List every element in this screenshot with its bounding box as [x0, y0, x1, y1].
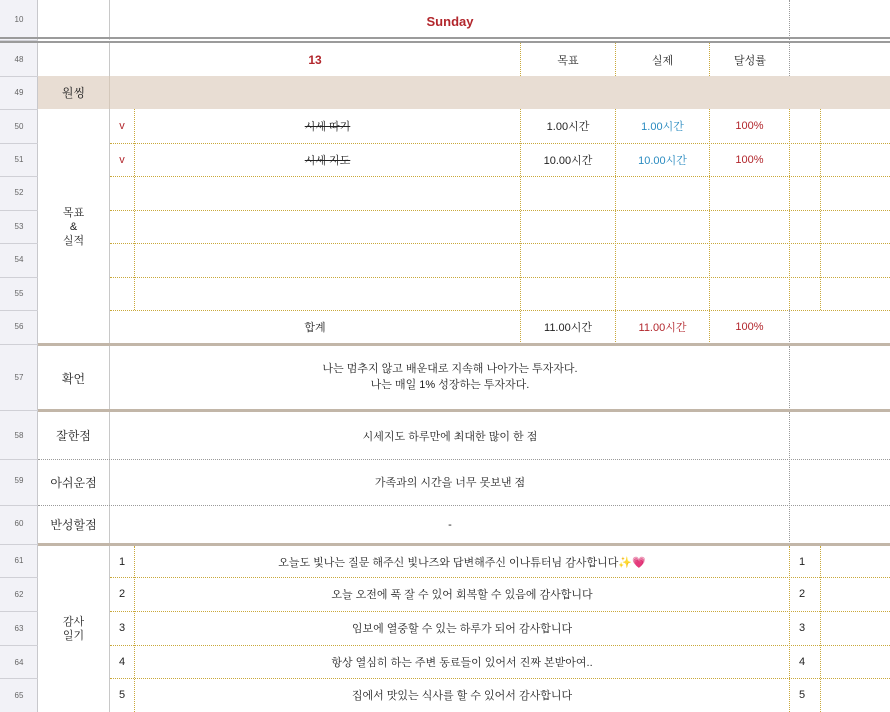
row-number[interactable]: 59	[14, 476, 24, 485]
row-number[interactable]: 58	[14, 431, 24, 440]
gratitude-number[interactable]: 1	[119, 555, 126, 568]
total-rate[interactable]: 100%	[735, 321, 764, 333]
row-number[interactable]: 64	[14, 658, 24, 667]
row-number[interactable]: 48	[14, 55, 24, 64]
row-divider	[0, 277, 38, 278]
row-number[interactable]: 63	[14, 624, 24, 633]
total-goal[interactable]: 11.00시간	[544, 322, 592, 334]
goals-section-label[interactable]: 목표 & 실적	[62, 206, 85, 247]
section-divider	[38, 343, 890, 346]
column-divider	[789, 346, 790, 410]
rate-header[interactable]: 달성률	[734, 54, 766, 67]
actual-hours[interactable]: 10.00시간	[638, 154, 687, 167]
gratitude-number-right[interactable]: 5	[799, 689, 806, 701]
check-mark[interactable]: v	[119, 120, 125, 132]
row-number[interactable]: 55	[14, 289, 24, 298]
gratitude-number-right[interactable]: 3	[799, 622, 806, 634]
gratitude-number[interactable]: 4	[119, 655, 126, 668]
row-number[interactable]: 53	[14, 222, 24, 231]
column-divider	[789, 310, 790, 344]
row-divider	[0, 310, 38, 311]
goal-task[interactable]: 시세 지도	[304, 154, 351, 167]
total-label[interactable]: 합계	[304, 322, 326, 334]
date-header[interactable]: 13	[308, 52, 322, 67]
gratitude-entry[interactable]: 항상 열심히 하는 주변 동료들이 있어서 진짜 본받아여..	[331, 656, 593, 669]
row-divider	[0, 459, 38, 460]
gratitude-number[interactable]: 5	[119, 689, 126, 701]
row-divider	[110, 176, 890, 177]
row-number[interactable]: 65	[14, 691, 24, 700]
row-number[interactable]: 62	[14, 590, 24, 599]
wonsing-band	[38, 76, 890, 109]
affirmation-line-2[interactable]: 나는 매일 1% 성장하는 투자자다.	[370, 379, 530, 391]
row-divider	[110, 277, 890, 278]
row-divider	[0, 143, 38, 144]
row-divider	[0, 176, 38, 177]
row-number[interactable]: 51	[14, 155, 24, 164]
row-divider	[0, 344, 38, 345]
row-divider	[0, 544, 38, 545]
row-divider	[0, 577, 38, 578]
gratitude-number-right[interactable]: 4	[799, 655, 806, 668]
actual-hours[interactable]: 1.00시간	[641, 121, 684, 133]
gratitude-label[interactable]: 감사 일기	[62, 616, 85, 642]
gratitude-number-right[interactable]: 1	[799, 555, 806, 568]
gratitude-number[interactable]: 3	[119, 622, 126, 634]
row-number[interactable]: 52	[14, 188, 24, 197]
gratitude-entry[interactable]: 오늘도 빛나는 질문 해주신 빛나즈와 답변해주신 이나튜터님 감사합니다✨💗	[278, 556, 646, 569]
row-number[interactable]: 60	[14, 519, 24, 528]
header-divider	[0, 37, 890, 39]
column-divider	[109, 0, 110, 40]
row-divider	[0, 645, 38, 646]
row-number[interactable]: 57	[14, 373, 24, 382]
column-divider	[820, 546, 821, 712]
row-divider	[110, 210, 890, 211]
good-point-label[interactable]: 잘한점	[56, 429, 91, 443]
gratitude-number-right[interactable]: 2	[799, 588, 806, 600]
row-number[interactable]: 56	[14, 322, 24, 331]
affirmation-label[interactable]: 확언	[61, 371, 86, 386]
row-divider	[110, 243, 890, 244]
row-divider	[0, 210, 38, 211]
row-number-column	[0, 0, 38, 712]
achievement-rate[interactable]: 100%	[735, 120, 764, 132]
achievement-rate[interactable]: 100%	[735, 153, 764, 166]
improve-point-label[interactable]: 반성할점	[50, 518, 97, 532]
improve-point-text[interactable]: -	[448, 518, 452, 531]
regret-point-label[interactable]: 아쉬운점	[50, 475, 97, 490]
column-divider	[109, 76, 110, 109]
row-divider	[0, 109, 38, 110]
row-number[interactable]: 61	[14, 556, 24, 565]
row-divider	[0, 243, 38, 244]
gratitude-entry[interactable]: 오늘 오전에 푹 잘 수 있어 회복할 수 있음에 감사합니다	[331, 589, 593, 601]
row-divider	[0, 505, 38, 506]
goal-hours[interactable]: 10.00시간	[543, 154, 593, 167]
row-divider	[0, 410, 38, 411]
check-mark[interactable]: v	[119, 153, 125, 166]
goal-header[interactable]: 목표	[557, 54, 579, 67]
day-header[interactable]: Sunday	[426, 13, 474, 29]
gratitude-number[interactable]: 2	[119, 588, 126, 600]
goal-hours[interactable]: 1.00시간	[546, 121, 590, 133]
row-number[interactable]: 50	[14, 122, 24, 131]
row-divider	[0, 76, 38, 77]
actual-header[interactable]: 실제	[651, 54, 674, 67]
column-divider	[789, 43, 790, 76]
row-divider	[0, 611, 38, 612]
good-point-text[interactable]: 시세지도 하루만에 최대한 많이 한 점	[362, 430, 538, 443]
gratitude-entry[interactable]: 임보에 열중할 수 있는 하루가 되어 감사합니다	[351, 623, 573, 635]
wonsing-label[interactable]: 원씽	[61, 86, 86, 100]
row-number[interactable]: 10	[14, 15, 24, 24]
affirmation-line-1[interactable]: 나는 멈추지 않고 배운대로 지속해 나아가는 투자자다.	[322, 363, 578, 375]
row-number[interactable]: 49	[14, 88, 24, 97]
row-divider	[0, 678, 38, 679]
gratitude-entry[interactable]: 집에서 맛있는 식사를 할 수 있어서 감사합니다	[351, 690, 573, 702]
regret-point-text[interactable]: 가족과의 시간을 너무 못보낸 점	[374, 477, 526, 489]
row-number[interactable]: 54	[14, 255, 24, 264]
goal-task[interactable]: 시세 따기	[304, 121, 351, 133]
column-divider	[789, 0, 790, 40]
total-actual[interactable]: 11.00시간	[638, 322, 687, 334]
